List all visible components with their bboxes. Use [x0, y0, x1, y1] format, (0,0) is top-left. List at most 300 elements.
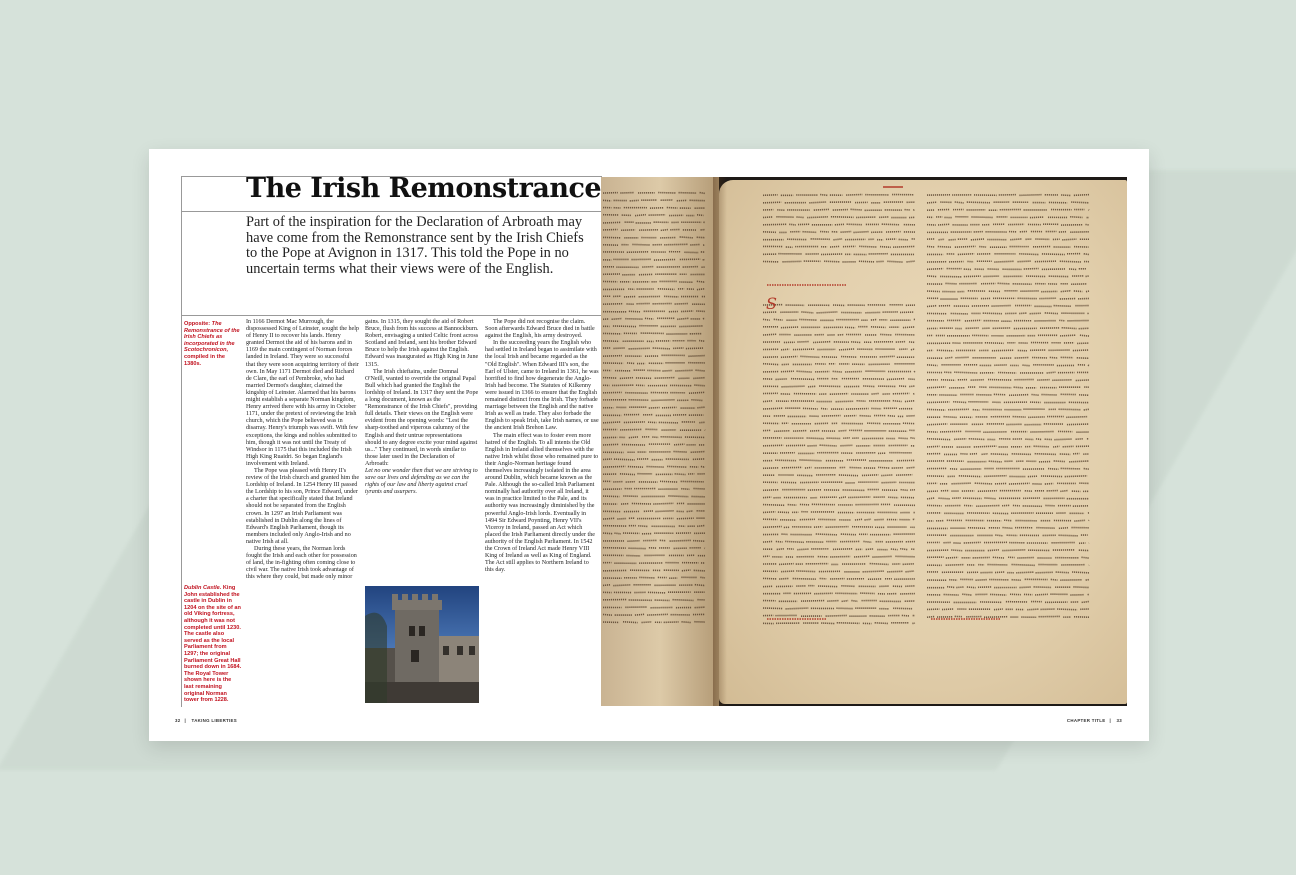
handwriting-stroke: [680, 237, 694, 238]
handwriting-stroke: [900, 549, 908, 550]
handwriting-stroke: [813, 342, 831, 343]
castle-illustration: [365, 586, 479, 703]
handwriting-stroke: [681, 622, 691, 623]
handwriting-stroke: [938, 224, 949, 225]
handwriting-stroke: [661, 437, 683, 438]
handwriting-stroke: [839, 430, 847, 431]
handwriting-stroke: [863, 386, 874, 387]
handwriting-stroke: [781, 356, 798, 357]
handwriting-stroke: [1080, 335, 1089, 336]
handwriting-stroke: [840, 445, 852, 446]
handwriting-stroke: [1050, 357, 1058, 358]
manuscript-photo: [601, 177, 1127, 706]
handwriting-stroke: [763, 319, 770, 320]
handwriting-stroke: [958, 254, 974, 255]
handwriting-stroke: [647, 614, 668, 615]
handwriting-stroke: [901, 490, 908, 491]
magazine-spread: [149, 149, 1149, 741]
handwriting-stroke: [1019, 195, 1041, 196]
paragraph: gains. In 1315, they sought the aid of Robert Bruce, flush from his success at Bannockburn. Robert, envisaging a united Celtic front across Scotland and Ireland, sent his brother Edward Bruce to help the Irish against the English. Edward was inaugurated as High King in June 1315.: [365, 319, 479, 368]
handwriting-stroke: [624, 422, 645, 423]
handwriting-stroke: [994, 261, 1013, 262]
handwriting-stroke: [785, 541, 804, 542]
handwriting-stroke: [1022, 365, 1029, 366]
handwriting-stroke: [788, 505, 797, 506]
handwriting-stroke: [797, 371, 812, 372]
handwriting-stroke: [994, 609, 1003, 610]
paragraph: The main effect was to foster even more hatred of the English. To all intents the Old English in Ireland allied themselves with the native Irish whilst those who remained pure to their Anglo-Norman heritage found themselves increasingly isolated in the area around Dublin, which became known as the Pale. Although the so-called Irish Parliament nominally had authority over all Ireland, it was in practice limited to the Pale, and its authority was increasingly diminished by the powerful Anglo-Irish lords. Eventually in 1494 Sir Edward Poynting, Henry VII's Viceroy in Ireland, passed an Act which placed the Irish Parliament directly under the authority of the English Parliament. In 1542 the Crown of Ireland Act made Henry VIII King of Ireland as well as King of England. The Act still applies to Northern Ireland to this day.: [485, 432, 599, 574]
handwriting-stroke: [893, 401, 902, 402]
quote-text: Let no one wonder then that we are striving to save our lives and defending as we can the rights of our law and liberty against cruel tyrants and usurpers.: [365, 467, 478, 496]
handwriting-stroke: [785, 608, 808, 609]
handwriting-stroke: [614, 459, 635, 460]
handwriting-stroke: [778, 512, 790, 513]
handwriting-stroke: [651, 400, 674, 401]
handwriting-stroke: [1030, 217, 1044, 218]
handwriting-stroke: [675, 304, 689, 305]
handwriting-stroke: [808, 386, 816, 387]
handwriting-stroke: [927, 409, 945, 410]
handwriting-stroke: [691, 400, 702, 401]
handwriting-stroke: [620, 378, 634, 379]
handwriting-stroke: [839, 497, 846, 498]
handwriting-stroke: [1073, 350, 1089, 351]
handwriting-stroke: [1016, 572, 1033, 573]
handwriting-stroke: [887, 379, 905, 380]
handwriting-stroke: [880, 356, 895, 357]
handwriting-stroke: [697, 281, 705, 282]
handwriting-stroke: [956, 587, 963, 588]
handwriting-stroke: [763, 401, 772, 402]
handwriting-stroke: [984, 476, 1006, 477]
handwriting-stroke: [799, 460, 821, 461]
handwriting-stroke: [914, 371, 915, 372]
handwriting-stroke: [695, 370, 705, 371]
handwriting-stroke: [837, 623, 860, 624]
page-number: 33: [1116, 718, 1122, 723]
handwriting-stroke: [833, 371, 842, 372]
handwriting-stroke: [875, 623, 889, 624]
handwriting-stroke: [682, 570, 691, 571]
handwriting-stroke: [939, 239, 945, 240]
handwriting-stroke: [1086, 291, 1089, 292]
handwriting-stroke: [681, 489, 689, 490]
handwriting-stroke: [660, 481, 678, 482]
handwriting-stroke: [645, 318, 653, 319]
handwriting-stroke: [991, 454, 1008, 455]
handwriting-stroke: [646, 467, 663, 468]
handwriting-stroke: [927, 291, 940, 292]
caption-italic: The Remonstrance of the Irish Chiefs as incorporated in the Scotochronicon,: [184, 321, 240, 354]
handwriting-stroke: [797, 549, 808, 550]
handwriting-stroke: [1084, 409, 1089, 410]
handwriting-stroke: [779, 578, 789, 579]
handwriting-stroke: [603, 222, 621, 223]
handwriting-stroke: [807, 217, 828, 218]
handwriting-stroke: [1051, 579, 1058, 580]
handwriting-stroke: [991, 306, 1011, 307]
right-folio: CHAPTER TITLE | 33: [1066, 718, 1122, 723]
handwriting-stroke: [627, 541, 639, 542]
handwriting-stroke: [927, 424, 947, 425]
handwriting-stroke: [603, 333, 621, 334]
handwriting-stroke: [998, 373, 1016, 374]
decorated-initial: S: [766, 294, 777, 313]
handwriting-stroke: [674, 444, 684, 445]
handwriting-stroke: [821, 623, 834, 624]
handwriting-stroke: [944, 417, 957, 418]
handwriting-stroke: [820, 445, 837, 446]
handwriting-stroke: [872, 556, 892, 557]
handwriting-stroke: [763, 408, 783, 409]
handwriting-stroke: [816, 534, 837, 535]
handwriting-stroke: [1035, 454, 1056, 455]
handwriting-stroke: [1036, 439, 1042, 440]
caption-lead: Opposite:: [184, 321, 211, 327]
handwriting-stroke: [793, 579, 816, 580]
title-rule: [181, 211, 601, 212]
handwriting-stroke: [779, 564, 794, 565]
handwriting-stroke: [831, 217, 854, 218]
handwriting-stroke: [839, 349, 855, 350]
handwriting-stroke: [859, 261, 874, 262]
handwriting-stroke: [1069, 461, 1089, 462]
handwriting-stroke: [927, 365, 938, 366]
handwriting-stroke: [870, 564, 889, 565]
handwriting-stroke: [791, 379, 815, 380]
handwriting-stroke: [862, 475, 878, 476]
handwriting-stroke: [954, 372, 977, 373]
handwriting-stroke: [697, 215, 703, 216]
handwriting-stroke: [871, 393, 878, 394]
handwriting-stroke: [1009, 483, 1030, 484]
handwriting-stroke: [1065, 476, 1087, 477]
handwriting-stroke: [1027, 609, 1038, 610]
handwriting-stroke: [820, 195, 828, 196]
handwriting-stroke: [911, 349, 915, 350]
handwriting-stroke: [800, 356, 819, 357]
handwriting-stroke: [603, 341, 619, 342]
handwriting-stroke: [701, 466, 705, 467]
handwriting-stroke: [990, 594, 1006, 595]
handwriting-stroke: [675, 370, 693, 371]
handwriting-stroke: [927, 387, 945, 388]
handwriting-stroke: [976, 506, 1000, 507]
handwriting-stroke: [968, 528, 986, 529]
handwriting-stroke: [880, 247, 891, 248]
handwriting-stroke: [945, 357, 952, 358]
handwriting-stroke: [839, 475, 858, 476]
handwriting-stroke: [697, 526, 705, 527]
handwriting-stroke: [946, 565, 964, 566]
handwriting-stroke: [927, 617, 934, 618]
handwriting-stroke: [781, 349, 789, 350]
handwriting-stroke: [667, 466, 686, 467]
handwriting-stroke: [995, 535, 1003, 536]
handwriting-stroke: [763, 505, 785, 506]
handwriting-stroke: [909, 386, 915, 387]
handwriting-stroke: [763, 224, 786, 225]
handwriting-stroke: [955, 202, 964, 203]
handwriting-stroke: [902, 615, 910, 616]
handwriting-stroke: [603, 444, 619, 445]
handwriting-stroke: [942, 609, 954, 610]
handwriting-stroke: [629, 348, 650, 349]
handwriting-stroke: [603, 496, 619, 497]
handwriting-stroke: [781, 386, 804, 387]
handwriting-stroke: [952, 483, 972, 484]
handwriting-stroke: [848, 497, 870, 498]
handwriting-stroke: [982, 454, 988, 455]
handwriting-stroke: [863, 571, 885, 572]
handwriting-stroke: [1024, 269, 1039, 270]
handwriting-stroke: [1015, 358, 1029, 359]
handwriting-stroke: [821, 254, 843, 255]
handwriting-stroke: [959, 476, 981, 477]
handwriting-stroke: [851, 342, 860, 343]
handwriting-stroke: [623, 622, 638, 623]
handwriting-stroke: [662, 370, 672, 371]
handwriting-stroke: [620, 474, 635, 475]
handwriting-stroke: [763, 334, 776, 335]
handwriting-stroke: [903, 327, 915, 328]
handwriting-stroke: [927, 246, 934, 247]
body-column-1: [246, 319, 360, 581]
handwriting-stroke: [871, 327, 886, 328]
handwriting-stroke: [1045, 484, 1054, 485]
handwriting-stroke: [830, 246, 839, 247]
handwriting-stroke: [649, 408, 660, 409]
handwriting-stroke: [1048, 469, 1058, 470]
handwriting-stroke: [661, 230, 668, 231]
body-column-3: [485, 319, 599, 574]
handwriting-stroke: [855, 519, 862, 520]
handwriting-stroke: [1031, 394, 1039, 395]
handwriting-stroke: [1067, 424, 1089, 425]
handwriting-stroke: [888, 416, 896, 417]
handwriting-stroke: [639, 577, 655, 578]
handwriting-stroke: [603, 466, 625, 467]
handwriting-stroke: [693, 378, 705, 379]
handwriting-stroke: [954, 439, 966, 440]
handwriting-stroke: [1054, 306, 1072, 307]
handwriting-stroke: [998, 283, 1010, 284]
handwriting-stroke: [814, 209, 829, 210]
handwriting-stroke: [1074, 195, 1089, 196]
handwriting-stroke: [893, 246, 915, 247]
handwriting-stroke: [1073, 587, 1089, 588]
handwriting-stroke: [693, 541, 705, 542]
handwriting-stroke: [774, 319, 783, 320]
handwriting-stroke: [944, 595, 959, 596]
handwriting-stroke: [1034, 446, 1050, 447]
handwriting-stroke: [851, 601, 857, 602]
handwriting-stroke: [827, 601, 839, 602]
handwriting-stroke: [763, 541, 772, 542]
handwriting-stroke: [821, 408, 827, 409]
handwriting-stroke: [793, 431, 807, 432]
handwriting-stroke: [603, 614, 612, 615]
body-column-2: [365, 319, 479, 496]
left-folio: 32 | TAKING LIBERTIES: [175, 718, 238, 723]
handwriting-stroke: [969, 439, 985, 440]
handwriting-stroke: [1017, 261, 1030, 262]
standfirst: Part of the inspiration for the Declaration of Arbroath may have come from the Remonstrance sent by the Irish Chiefs to the Pope at Avignon in 1317. This told the Pope in no uncertain terms what their views were of the English.: [246, 214, 584, 277]
handwriting-stroke: [1061, 195, 1071, 196]
handwriting-stroke: [763, 445, 783, 446]
handwriting-stroke: [664, 296, 678, 297]
handwriting-stroke: [881, 475, 892, 476]
handwriting-stroke: [694, 570, 705, 571]
handwriting-stroke: [1057, 609, 1077, 610]
handwriting-stroke: [882, 224, 900, 225]
handwriting-stroke: [927, 446, 940, 447]
handwriting-stroke: [891, 549, 898, 550]
handwriting-stroke: [938, 498, 949, 499]
handwriting-stroke: [1060, 491, 1068, 492]
handwriting-stroke: [903, 564, 915, 565]
handwriting-stroke: [927, 202, 937, 203]
handwriting-stroke: [905, 401, 915, 402]
handwriting-stroke: [938, 247, 952, 248]
handwriting-stroke: [603, 200, 611, 201]
handwriting-stroke: [1056, 572, 1070, 573]
paragraph: In the succeeding years the English who had settled in Ireland began to assimilate with the local Irish and became regarded as the "Old English". When Edward III's son, the Earl of Ulster, came to Ireland in 1361, he was horrified to find how degenerate the Anglo-Irish had become. The Statutes of Kilkenny were issued in 1366 to ensure that the English remained distinct from the Irish. They forbade marriage between the English and the native Irish as well as trade. They also forbade the English to speak Irish, take Irish names, or use the ancient Irish Brehon Law.: [485, 340, 599, 432]
handwriting-stroke: [697, 407, 705, 408]
handwriting-stroke: [927, 498, 935, 499]
handwriting-stroke: [681, 311, 693, 312]
handwriting-stroke: [846, 409, 869, 410]
handwriting-stroke: [878, 467, 889, 468]
handwriting-stroke: [677, 318, 688, 319]
handwriting-stroke: [863, 541, 871, 542]
handwriting-stroke: [635, 614, 644, 615]
handwriting-stroke: [1035, 594, 1048, 595]
handwriting-stroke: [1012, 454, 1031, 455]
handwriting-stroke: [816, 312, 837, 313]
paragraph: The Pope did not recognise the claim. Soon afterwards Edward Bruce died in battle against the English, his army destroyed.: [485, 319, 595, 340]
handwriting-stroke: [697, 289, 705, 290]
handwriting-stroke: [668, 496, 688, 497]
handwriting-stroke: [909, 342, 915, 343]
handwriting-stroke: [913, 209, 915, 210]
handwriting-stroke: [614, 533, 621, 534]
handwriting-stroke: [1047, 372, 1056, 373]
handwriting-stroke: [927, 269, 943, 270]
paragraph: In 1166 Dermot Mac Murrough, the dispossessed King of Leinster, sought the help of Henry II to recover his lands. Henry granted Dermot the aid of his barons and in 1169 the main contingent of Norman forces landed in Ireland. They were so successful that they were soon acquiring territory of their own. In May 1171 Dermot died and Richard de Clare, the earl of Pembroke, who had married Dermot's daughter, claimed the kingship of Leinster. Alarmed that his barons might establish a separate Norman kingdom, Henry arrived there with his army in October 1171, under the pretext of reviewing the Irish church, which the Pope believed was in disarray. Henry's triumph was swift. With few exceptions, the kings and nobles submitted to him, though it was not until the Treaty of Windsor in 1175 that this included the Irish High King Ruaidri. So began England's involvement with Ireland.: [246, 319, 359, 467]
handwriting-stroke: [1061, 291, 1071, 292]
handwriting-stroke: [799, 319, 817, 320]
handwriting-stroke: [699, 341, 705, 342]
handwriting-stroke: [670, 540, 691, 541]
handwriting-stroke: [781, 327, 799, 328]
handwriting-stroke: [989, 461, 1002, 462]
handwriting-stroke: [927, 276, 936, 277]
handwriting-stroke: [880, 334, 892, 335]
handwriting-stroke: [983, 313, 1003, 314]
handwriting-stroke: [907, 467, 915, 468]
handwriting-stroke: [887, 571, 903, 572]
handwriting-stroke: [1084, 254, 1089, 255]
running-head: TAKING LIBERTIES: [191, 718, 238, 723]
handwriting-stroke: [629, 311, 640, 312]
handwriting-stroke: [653, 503, 673, 504]
handwriting-stroke: [1066, 417, 1087, 418]
handwriting-stroke: [1042, 254, 1065, 255]
handwriting-stroke: [854, 556, 870, 557]
handwriting-stroke: [946, 557, 958, 558]
caption-rest: King John established the castle in Dublin in 1204 on the site of an old Viking fortress, although it was not completed until 1230. The castle also served as the local Parliament from 1297; the original Parliament Great Hall burned down in 1684. The Royal Tower shown here is the last remaining original Norman tower from 1228.: [184, 585, 242, 704]
handwriting-stroke: [1062, 239, 1076, 240]
handwriting-stroke: [688, 356, 705, 357]
handwriting-stroke: [853, 232, 868, 233]
handwriting-stroke: [1054, 439, 1072, 440]
handwriting-stroke: [781, 571, 794, 572]
page-title: The Irish Remonstrance: [246, 173, 602, 204]
handwriting-stroke: [1009, 395, 1029, 396]
handwriting-stroke: [1010, 239, 1022, 240]
handwriting-stroke: [860, 416, 871, 417]
handwriting-stroke: [967, 202, 991, 203]
handwriting-stroke: [985, 343, 1004, 344]
page-number: 32: [175, 718, 181, 723]
handwriting-stroke: [1081, 557, 1089, 558]
handwriting-stroke: [1045, 313, 1059, 314]
handwriting-stroke: [988, 550, 999, 551]
handwriting-stroke: [673, 452, 687, 453]
handwriting-stroke: [824, 261, 840, 262]
running-head: CHAPTER TITLE: [1066, 718, 1106, 723]
handwriting-stroke: [1012, 565, 1036, 566]
handwriting-stroke: [1071, 202, 1089, 203]
handwriting-stroke: [1053, 446, 1059, 447]
handwriting-stroke: [1062, 328, 1077, 329]
handwriting-stroke: [638, 526, 647, 527]
dublin-castle-photo: [365, 586, 479, 703]
handwriting-stroke: [801, 312, 813, 313]
handwriting-stroke: [776, 379, 788, 380]
handwriting-stroke: [976, 580, 988, 581]
handwriting-stroke: [1002, 550, 1025, 551]
handwriting-stroke: [667, 208, 678, 209]
handwriting-stroke: [1014, 387, 1024, 388]
handwriting-stroke: [635, 215, 646, 216]
handwriting-stroke: [603, 585, 610, 586]
handwriting-stroke: [978, 491, 997, 492]
handwriting-stroke: [1084, 469, 1089, 470]
handwriting-stroke: [1076, 380, 1089, 381]
handwriting-stroke: [809, 202, 826, 203]
handwriting-stroke: [1059, 528, 1068, 529]
handwriting-stroke: [975, 483, 993, 484]
handwriting-stroke: [613, 585, 630, 586]
handwriting-stroke: [826, 615, 847, 616]
handwriting-stroke: [1074, 291, 1083, 292]
handwriting-stroke: [859, 246, 877, 247]
standfirst-rule: [181, 315, 601, 316]
handwriting-stroke: [830, 394, 848, 395]
handwriting-stroke: [687, 511, 693, 512]
handwriting-stroke: [846, 195, 862, 196]
caption-lead: Dublin Castle.: [184, 585, 222, 591]
handwriting-stroke: [1069, 269, 1077, 270]
handwriting-stroke: [763, 217, 773, 218]
handwriting-stroke: [627, 363, 635, 364]
handwriting-stroke: [841, 534, 856, 535]
handwriting-stroke: [803, 408, 818, 409]
handwriting-stroke: [887, 261, 902, 262]
handwriting-stroke: [777, 549, 784, 550]
